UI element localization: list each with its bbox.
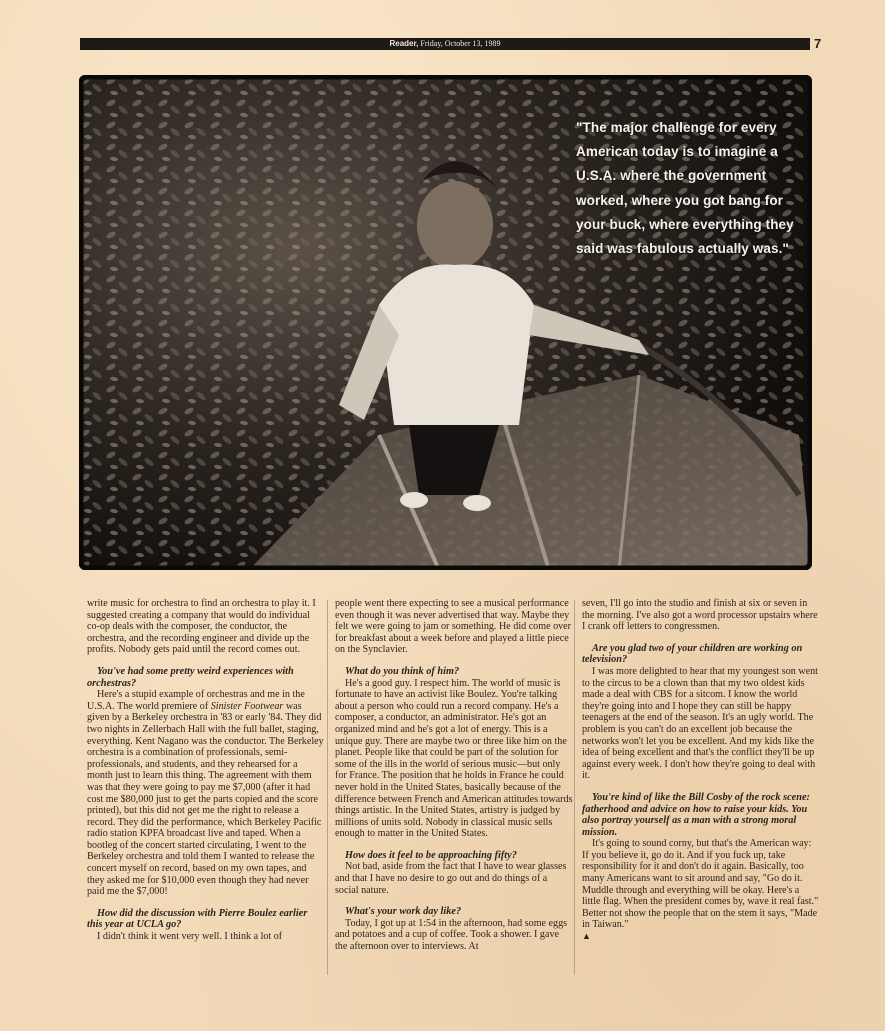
paragraph: people went there expecting to see a musical performance even though it was never advertised that way. Maybe they felt we were going to jam or something. He did come over for breakfast about a week before and played a little piece on the Synclavier. [335, 598, 572, 656]
paragraph: seven, I'll go into the studio and finish at six or seven in the morning. I've also got a word processor upstairs where I crank off letters to congressmen. [582, 598, 818, 633]
running-header [80, 38, 810, 50]
interview-question: How did the discussion with Pierre Boulez earlier this year at UCLA go? [87, 907, 308, 931]
paragraph-text: Here's a stupid example of orchestras and me in the U.S.A. The world premiere of [87, 689, 305, 712]
paragraph: He's a good guy. I respect him. The world of music is fortunate to have an activist like Boulez. You're talking about a person who could run a record company. He's a composer, a conductor, an administrator. He's got an organized mind and he's got a lot of energy. This is a unique guy. There are maybe two or three like him on the planet. People like that could be part of the solution for some of the ills in the world of serious music—but only for France. The position that he holds in France he could never hold in the United States, basically because of the difference between French and American attitudes towards things artistic. In the United States, artistry is judged by millions of units sold. Nobody in classical music sells enough to matter in the United States. [335, 677, 573, 840]
interview-question: What do you think of him? [345, 665, 460, 677]
end-mark-icon: ▲ [582, 931, 591, 942]
column-rule [574, 600, 575, 975]
pull-quote: "The major challenge for every American today is to imagine a U.S.A. where the government worked, where you got bang for your buck, where everything they said was fabulous actually was." [576, 120, 794, 257]
paragraph: Not bad, aside from the fact that I have to wear glasses and that I have no desire to go out and do things of a social nature. [335, 861, 567, 896]
paragraph: Today, I got up at 1:54 in the afternoon, had some eggs and potatoes and a cup of coffee. Took a shower. I gave the afternoon over to interviews. At [335, 917, 568, 953]
article-column-2 [335, 598, 573, 953]
paragraph: write music for orchestra to find an orchestra to play it. I suggested creating a company that would do individual co-op deals with the composer, the conductor, the orchestra, and the recording engineer and divide up the profits. Nobody gets paid until the record comes out. [87, 598, 316, 656]
column-rule [327, 600, 328, 975]
paragraph-text: was given by a Berkeley orchestra in '83 or early '84. They did two nights in Zellerbach Hall with the full ballet, staging, everything. Kent Nagano was the conductor. The Berkeley orchestra is a combination of professionals, semi-professionals, and students, and they rehearsed for a month just to learn this thing. The agreement with them was that they were going to pay me $7,000 (after it had cost me $80,000 just to get the parts copied and the score printed), but this did not get me the right to release a record. They did the performance, which Berkeley Pacific radio station KPFA broadcast live and taped. When a bootleg of the concert started circulating, I went to the Berkeley orchestra and told them I wanted to release the concert myself on record, based on my own tapes, and they asked me for $10,000 even though they had never paid me the $7,000! [87, 700, 324, 898]
issue-date: Friday, October 13, 1989 [418, 39, 501, 48]
interview-question: Are you glad two of your children are working on television? [582, 642, 803, 666]
page-number: 7 [814, 36, 822, 51]
work-title: Sinister Footwear [210, 700, 284, 712]
interview-question: You're kind of like the Bill Cosby of the rock scene: fatherhood and advice on how to raise your kids. You also portray yourself as a man with a strong moral mission. [582, 791, 810, 838]
article-column-1 [87, 598, 325, 943]
paragraph: I was more delighted to hear that my youngest son went to the circus to be a clown than that my two oldest kids made a deal with CBS for a sitcom. I know the world they're going into and I hope they can still be happy teenagers at the end of the season. It's an ugly world. The problem is you can't do an excellent job because the networks won't let you be excellent. And my kids like the idea of being excellent and that's the conflict they'll be up against every week. I don't how they're going to deal with it. [582, 665, 818, 782]
feature-photo [79, 75, 812, 570]
interview-question: What's your work day like? [345, 906, 462, 918]
paragraph [87, 689, 325, 898]
paragraph: It's going to sound corny, but that's the American way: If you believe it, go do it. And if you fuck up, take responsibility for it and don't do it again. Basically, too many Americans want to sit around and say, "Go do it. Muddle through and everything will be okay. Here's a little flag. When the president comes by, wave it real fast." Better not show the people that on the stem it says, "Made in Taiwan." [582, 838, 819, 931]
article-column-3 [582, 598, 820, 943]
interview-question: How does it feel to be approaching fifty? [345, 849, 517, 861]
interview-question: You've had some pretty weird experiences with orchestras? [87, 665, 294, 689]
publication-name: Reader, [389, 39, 419, 48]
paragraph: I didn't think it went very well. I think a lot of [97, 931, 283, 943]
